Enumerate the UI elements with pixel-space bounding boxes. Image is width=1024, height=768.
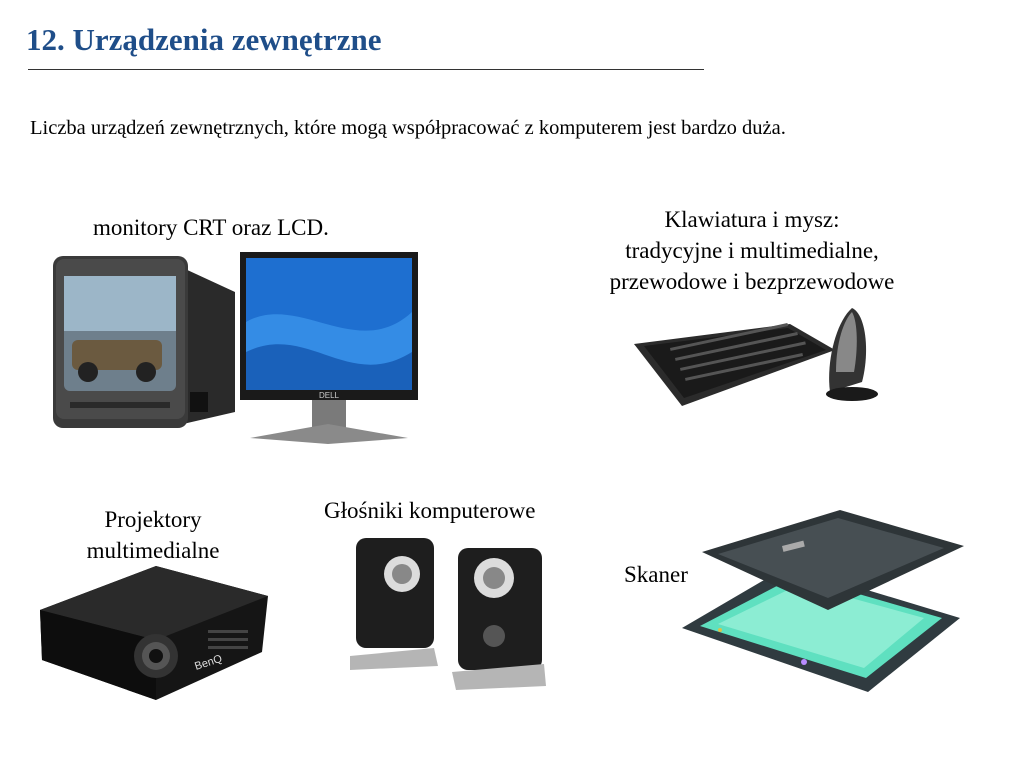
caption-projectors-line-1: Projektory [104, 507, 202, 532]
intro-text: Liczba urządzeń zewnętrznych, które mogą współpracować z komputerem jest bardzo duża. [30, 117, 786, 139]
caption-projectors [60, 504, 246, 566]
caption-monitors-text: monitory CRT oraz LCD. [93, 215, 329, 240]
crt-monitor-image [50, 252, 240, 432]
projector-image [36, 560, 272, 710]
lcd-logo: DELL [318, 391, 340, 400]
slide-title: 12. Urządzenia zewnętrzne [26, 22, 382, 57]
projector-logo: BenQ [193, 652, 224, 673]
caption-keyboard-line-2: tradycyjne i multimedialne, [625, 238, 879, 263]
caption-speakers-text: Głośniki komputerowe [324, 498, 536, 523]
scanner-image [678, 506, 964, 694]
caption-speakers [324, 495, 535, 526]
caption-keyboard [582, 204, 922, 297]
caption-projectors-line-2: multimedialne [86, 538, 220, 563]
title-underline [28, 69, 704, 70]
keyboard-mouse-image [630, 302, 880, 412]
caption-monitors [93, 212, 329, 243]
caption-keyboard-line-3: przewodowe i bezprzewodowe [609, 269, 895, 294]
caption-scanner-text: Skaner [624, 562, 688, 587]
speakers-image [348, 534, 548, 692]
caption-keyboard-line-1: Klawiatura i mysz: [664, 207, 840, 232]
lcd-monitor-image [238, 252, 420, 444]
